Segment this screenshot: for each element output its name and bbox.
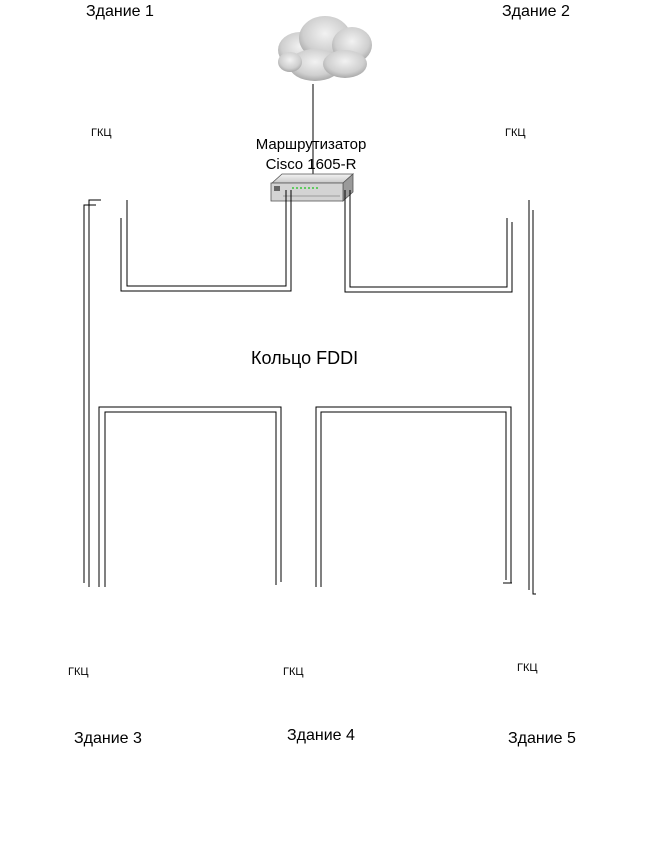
- gkc-label-building-4: ГКЦ: [283, 666, 304, 678]
- gkc-label-building-3: ГКЦ: [68, 666, 89, 678]
- fddi-segment-top-left: [121, 190, 291, 291]
- router-label-line2: Cisco 1605-R: [265, 156, 357, 173]
- fddi-segment-left: [84, 200, 101, 587]
- building-2-label: Здание 2: [502, 3, 570, 20]
- building-4-label: Здание 4: [287, 727, 355, 744]
- router-label-line1: Маршрутизатор: [255, 136, 367, 153]
- gkc-label-building-2: ГКЦ: [505, 127, 526, 139]
- building-1-label: Здание 1: [86, 3, 154, 20]
- gkc-label-building-5: ГКЦ: [517, 662, 538, 674]
- fddi-segment-bottom-left: [99, 407, 281, 587]
- cloud-icon: [278, 16, 372, 81]
- fddi-ring-label: Кольцо FDDI: [251, 348, 359, 368]
- fddi-segment-top-right: [345, 190, 512, 292]
- fddi-segment-right: [529, 200, 536, 594]
- building-5-label: Здание 5: [508, 730, 576, 747]
- fddi-segment-bottom-right: [316, 407, 512, 587]
- router-icon: [271, 174, 353, 201]
- gkc-label-building-1: ГКЦ: [91, 127, 112, 139]
- router-label: [236, 135, 386, 175]
- building-3-label: Здание 3: [74, 730, 142, 747]
